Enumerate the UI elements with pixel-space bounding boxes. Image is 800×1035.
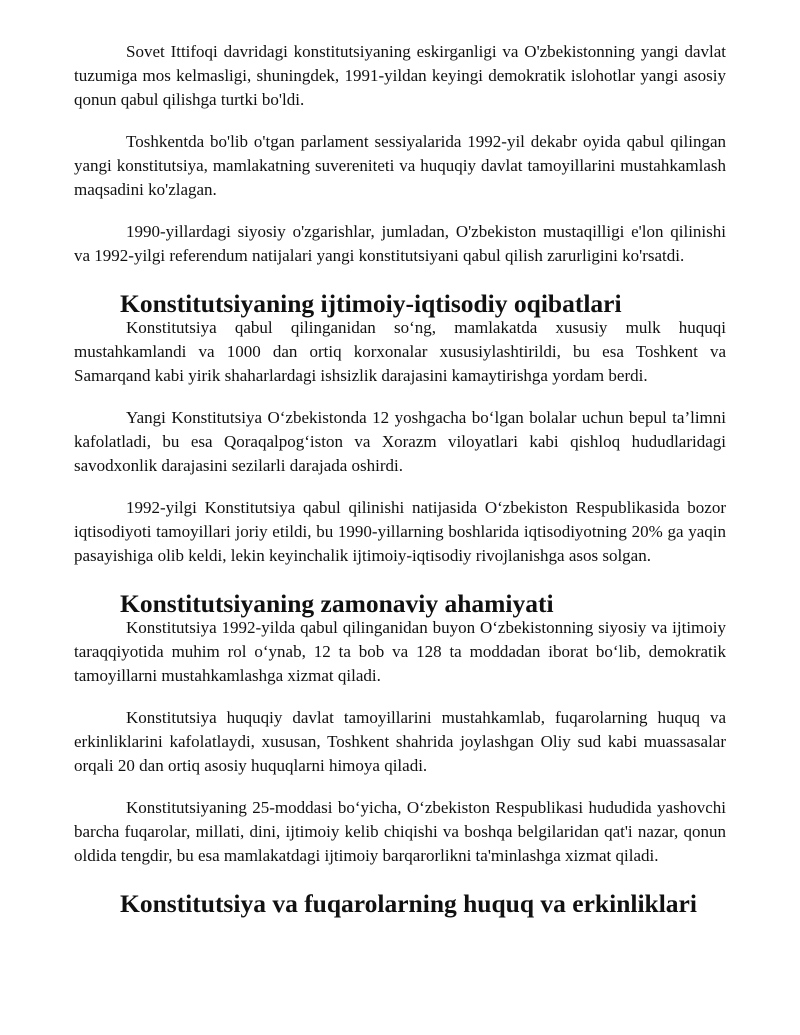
paragraph-intro-2: Toshkentda bo'lib o'tgan parlament sessiyalarida 1992-yil dekabr oyida qabul qilingan yangi konstitutsiya, mamlakatning suvereniteti va huquqiy davlat tamoyillarini mustahkamlash maqsadini ko'zlagan. [74, 132, 726, 199]
section-heading-modern-significance: Konstitutsiyaning zamonaviy ahamiyati [120, 589, 554, 618]
section-heading-rights-freedoms: Konstitutsiya va fuqarolarning huquq va erkinliklari [120, 889, 697, 918]
paragraph-modern-3: Konstitutsiyaning 25-moddasi bo‘yicha, O‘zbekiston Respublikasi hududida yashovchi barcha fuqarolar, millati, dini, ijtimoiy kelib chiqishi va boshqa belgilaridan qat'i nazar, qonun oldida tengdir, bu esa mamlakatdagi ijtimoiy barqarorlikni ta'minlashga xizmat qiladi. [74, 798, 726, 865]
paragraph-socioeconomic-2: Yangi Konstitutsiya O‘zbekistonda 12 yoshgacha bo‘lgan bolalar uchun bepul ta’limni kafolatladi, bu esa Qoraqalpog‘iston va Xorazm viloyatlari kabi qishloq hududlaridagi savodxonlik darajasini sezilarli darajada oshirdi. [74, 408, 726, 475]
paragraph-intro-3: 1990-yillardagi siyosiy o'zgarishlar, jumladan, O'zbekiston mustaqilligi e'lon qilinishi va 1992-yilgi referendum natijalari yangi konstitutsiyani qabul qilish zarurligini ko'rsatdi. [74, 222, 726, 265]
section-heading-socioeconomic: Konstitutsiyaning ijtimoiy-iqtisodiy oqibatlari [120, 289, 622, 318]
paragraph-socioeconomic-3: 1992-yilgi Konstitutsiya qabul qilinishi natijasida O‘zbekiston Respublikasida bozor iqtisodiyoti tamoyillari joriy etildi, bu 1990-yillarning boshlarida iqtisodiyotning 20% ga yaqin pasayishiga olib keldi, lekin keyinchalik ijtimoiy-iqtisodiy rivojlanishga asos solgan. [74, 498, 726, 565]
paragraph-intro-1: Sovet Ittifoqi davridagi konstitutsiyaning eskirganligi va O'zbekistonning yangi davlat tuzumiga mos kelmasligi, shuningdek, 1991-yildan keyingi demokratik islohotlar yangi asosiy qonun qabul qilishga turtki bo'ldi. [74, 42, 726, 109]
paragraph-modern-2: Konstitutsiya huquqiy davlat tamoyillarini mustahkamlab, fuqarolarning huquq va erkinliklarini kafolatlaydi, xususan, Toshkent shahrida joylashgan Oliy sud kabi muassasalar orqali 20 dan ortiq asosiy huquqlarni himoya qiladi. [74, 708, 726, 775]
paragraph-modern-1: Konstitutsiya 1992-yilda qabul qilinganidan buyon O‘zbekistonning siyosiy va ijtimoiy taraqqiyotida muhim rol o‘ynab, 12 ta bob va 128 ta moddadan iborat bo‘lib, demokratik tamoyillarni mustahkamlashga xizmat qiladi. [74, 618, 726, 685]
paragraph-socioeconomic-1: Konstitutsiya qabul qilinganidan so‘ng, mamlakatda xususiy mulk huquqi mustahkamlandi va 1000 dan ortiq korxonalar xususiylashtirildi, bu esa Toshkent va Samarqand kabi yirik shaharlardagi ishsizlik darajasini kamaytirishga yordam berdi. [74, 318, 726, 385]
document-page [74, 40, 726, 916]
